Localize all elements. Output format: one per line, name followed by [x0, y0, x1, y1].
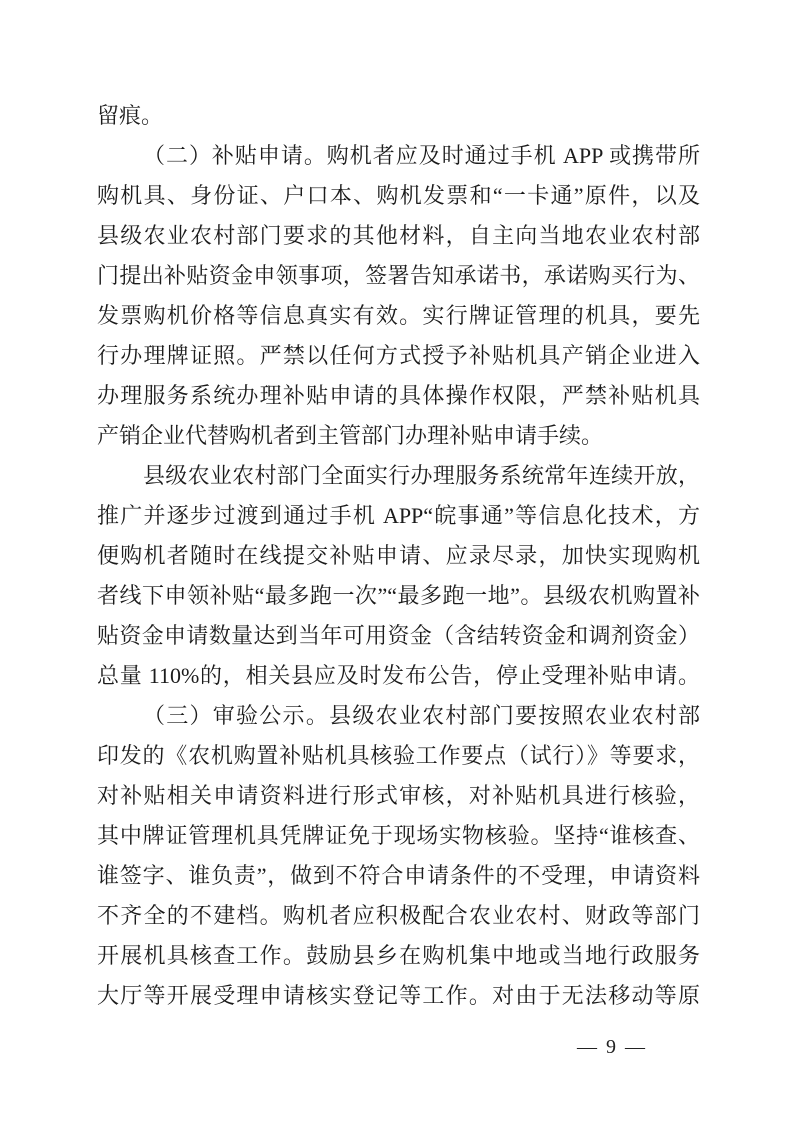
text-line: 办理服务系统办理补贴申请的具体操作权限，严禁补贴机具 [97, 383, 700, 408]
text-line: 购机具、身份证、户口本、购机发票和“一卡通”原件，以及 [97, 183, 700, 208]
text-line: 不齐全的不建档。购机者应积极配合农业农村、财政等部门 [97, 903, 700, 928]
text-line: 发票购机价格等信息真实有效。实行牌证管理的机具，要先 [97, 303, 700, 328]
text-line: 对补贴相关申请资料进行形式审核，对补贴机具进行核验， [97, 783, 700, 808]
text-line: 推广并逐步过渡到通过手机 APP“皖事通”等信息化技术，方 [97, 503, 700, 528]
text-line: 其中牌证管理机具凭牌证免于现场实物核验。坚持“谁核查、 [97, 823, 700, 848]
text-line: 产销企业代替购机者到主管部门办理补贴申请手续。 [97, 423, 604, 448]
text-line: 贴资金申请数量达到当年可用资金（含结转资金和调剂资金） [97, 623, 700, 648]
text-line: 总量 110%的，相关县应及时发布公告，停止受理补贴申请。 [97, 663, 700, 688]
text-line: 留痕。 [97, 103, 164, 128]
text-line: 印发的《农机购置补贴机具核验工作要点（试行）》等要求， [97, 743, 700, 768]
text-line: 县级农业农村部门要求的其他材料，自主向当地农业农村部 [97, 223, 700, 248]
text-line: （三）审验公示。县级农业农村部门要按照农业农村部 [143, 703, 700, 728]
text-line: 谁签字、谁负责”，做到不符合申请条件的不受理，申请资料 [97, 863, 700, 888]
text-line: 大厅等开展受理申请核实登记等工作。对由于无法移动等原 [97, 983, 700, 1008]
document-body [97, 96, 700, 1016]
page-number: — 9 — [577, 1036, 647, 1058]
text-line: 门提出补贴资金申领事项，签署告知承诺书，承诺购买行为、 [97, 263, 700, 288]
text-line: （二）补贴申请。购机者应及时通过手机 APP 或携带所 [143, 143, 700, 168]
text-line: 县级农业农村部门全面实行办理服务系统常年连续开放， [143, 463, 700, 488]
text-line: 者线下申领补贴“最多跑一次”“最多跑一地”。县级农机购置补 [97, 583, 700, 608]
text-line: 行办理牌证照。严禁以任何方式授予补贴机具产销企业进入 [97, 343, 700, 368]
text-line: 便购机者随时在线提交补贴申请、应录尽录，加快实现购机 [97, 543, 700, 568]
text-line: 开展机具核查工作。鼓励县乡在购机集中地或当地行政服务 [97, 943, 700, 968]
